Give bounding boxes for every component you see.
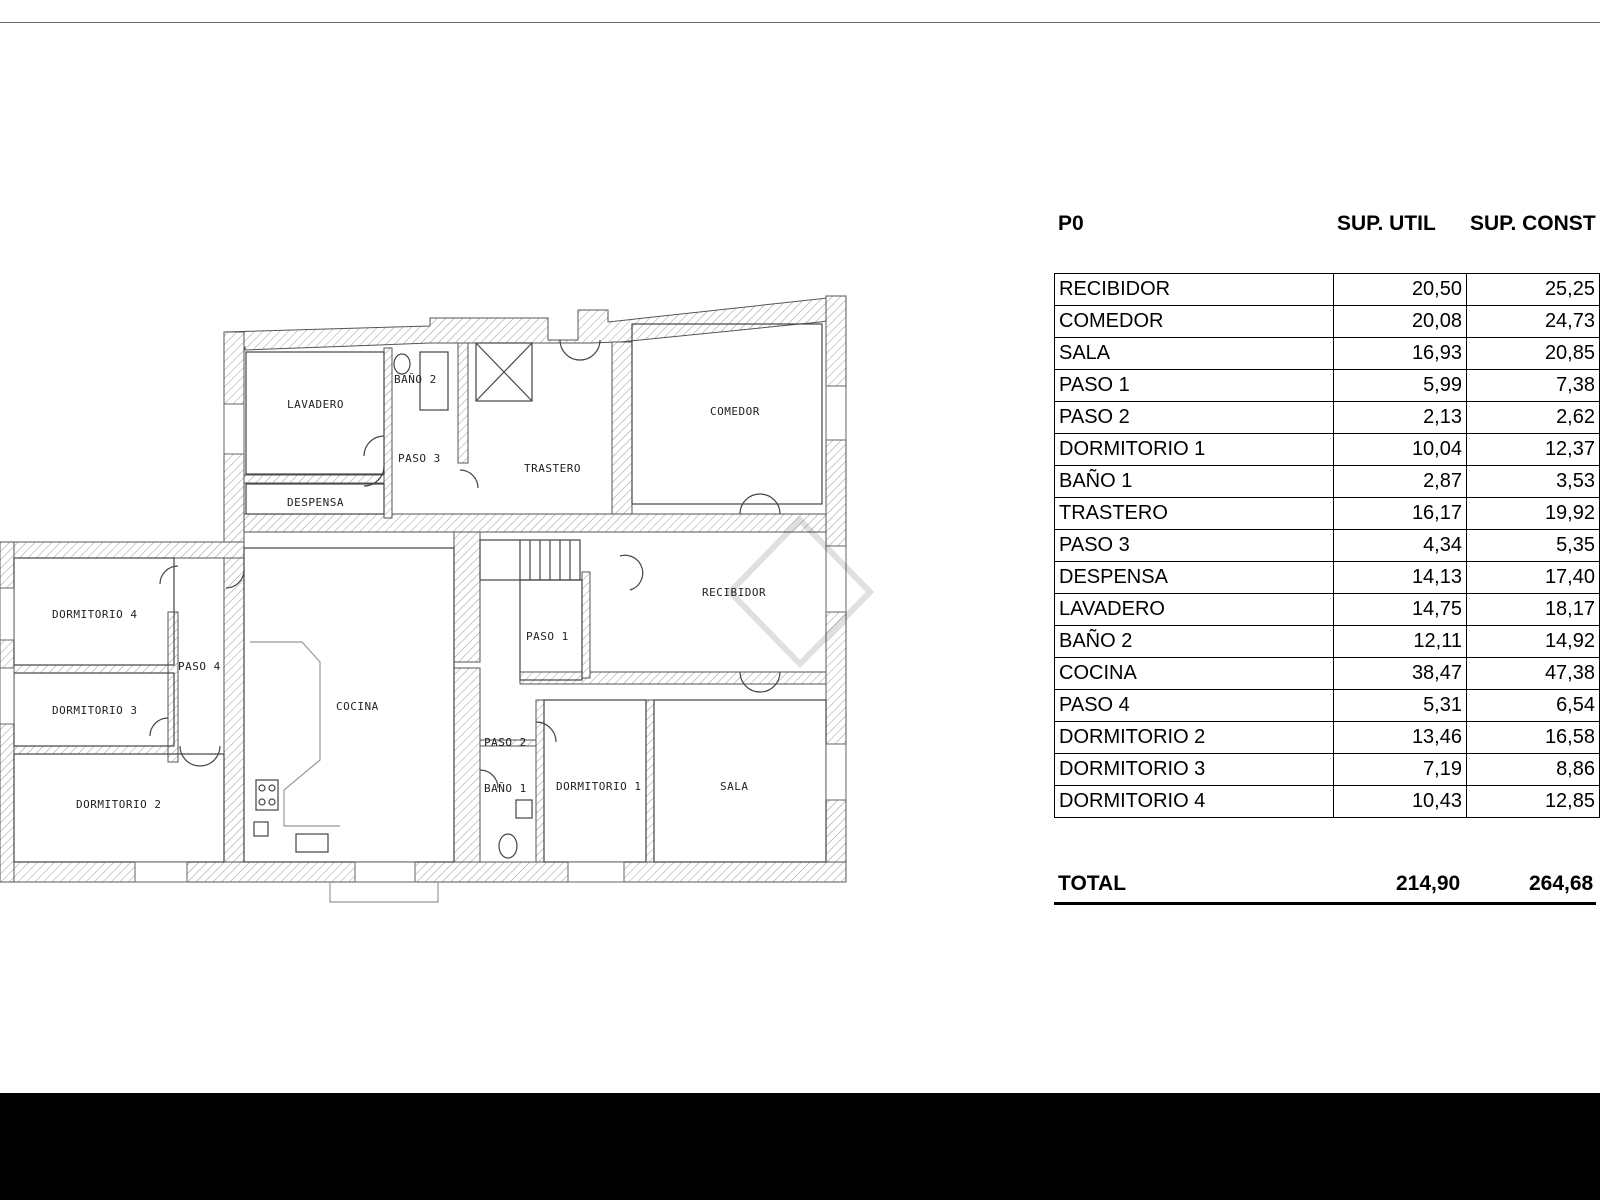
table-row [1055,306,1600,338]
wall-upper-corridor [244,514,826,532]
sup-util-cell: 5,31 [1334,690,1467,722]
bano1-wc [499,834,517,858]
room-name-cell: PASO 2 [1055,402,1334,434]
sup-util-cell: 38,47 [1334,658,1467,690]
room-name-cell: BAÑO 1 [1055,466,1334,498]
sup-const-cell: 2,62 [1467,402,1600,434]
table-row [1055,754,1600,786]
room-name-cell: DORMITORIO 4 [1055,786,1334,818]
sup-const-cell: 14,92 [1467,626,1600,658]
label-dormitorio1: DORMITORIO 1 [556,780,642,793]
table-row [1055,658,1600,690]
sup-const-cell: 5,35 [1467,530,1600,562]
sup-util-cell: 12,11 [1334,626,1467,658]
sup-util-cell: 20,50 [1334,274,1467,306]
table-row [1055,402,1600,434]
wall-cocina-right [454,532,480,662]
sup-const-cell: 17,40 [1467,562,1600,594]
total-const: 264,68 [1529,872,1594,895]
total-row [1054,872,1596,905]
sup-util-cell: 2,13 [1334,402,1467,434]
wall-dorm1-left [536,700,544,862]
sup-util-cell: 20,08 [1334,306,1467,338]
sup-const-cell: 8,86 [1467,754,1600,786]
table-row [1055,434,1600,466]
table-row [1055,466,1600,498]
wall-south-main [0,862,846,882]
sup-util-cell: 14,75 [1334,594,1467,626]
sup-const-cell: 3,53 [1467,466,1600,498]
door-arc [150,718,168,736]
label-despensa: DESPENSA [287,496,344,509]
wall-paso1-right [582,572,590,678]
sup-const-cell: 24,73 [1467,306,1600,338]
room-labels [52,373,766,811]
sup-const-cell: 47,38 [1467,658,1600,690]
room-name-cell: BAÑO 2 [1055,626,1334,658]
wall-paso4-right [224,558,244,862]
label-paso3: PASO 3 [398,452,441,465]
wall-dorm1-sala [646,700,654,862]
kitchen-sink [296,834,328,852]
room-name-cell: PASO 3 [1055,530,1334,562]
table-row [1055,562,1600,594]
room-name-cell: DORMITORIO 3 [1055,754,1334,786]
room-name-cell: COMEDOR [1055,306,1334,338]
appliance [254,822,268,836]
sup-util-cell: 5,99 [1334,370,1467,402]
total-util: 214,90 [1396,872,1461,895]
sup-const-cell: 12,37 [1467,434,1600,466]
wall-cocina-right-lower [454,668,480,862]
floor-label: P0 [1058,212,1084,235]
room-name-cell: DESPENSA [1055,562,1334,594]
table-row [1055,722,1600,754]
col-header-util: SUP. UTIL [1337,212,1436,235]
label-trastero: TRASTERO [524,462,581,475]
label-dormitorio3: DORMITORIO 3 [52,704,138,717]
wall-dorm3-dorm2 [14,746,174,754]
table-row [1055,338,1600,370]
label-comedor: COMEDOR [710,405,760,418]
col-header-const: SUP. CONST [1470,212,1596,235]
room-name-cell: PASO 4 [1055,690,1334,722]
room-name-cell: DORMITORIO 2 [1055,722,1334,754]
sup-util-cell: 10,04 [1334,434,1467,466]
room-name-cell: LAVADERO [1055,594,1334,626]
sup-const-cell: 19,92 [1467,498,1600,530]
door-arc [620,555,643,590]
wall-paso4-left [168,612,178,762]
door-arc [364,436,384,456]
table-row [1055,530,1600,562]
label-recibidor: RECIBIDOR [702,586,767,599]
sup-const-cell: 12,85 [1467,786,1600,818]
wall-north-upper [224,296,846,350]
label-lavadero: LAVADERO [287,398,344,411]
sup-util-cell: 14,13 [1334,562,1467,594]
wall-trastero-left [458,343,468,463]
hob [256,780,278,810]
sup-util-cell: 10,43 [1334,786,1467,818]
sup-util-cell: 16,93 [1334,338,1467,370]
label-bano1: BAÑO 1 [484,782,527,795]
sup-const-cell: 6,54 [1467,690,1600,722]
sup-const-cell: 25,25 [1467,274,1600,306]
bano2-wc [394,354,410,374]
kitchen-counter [250,642,340,826]
table-row [1055,626,1600,658]
sup-util-cell: 4,34 [1334,530,1467,562]
wall-north-left [0,542,244,558]
wall-dorm4-dorm3 [14,665,174,673]
label-dormitorio4: DORMITORIO 4 [52,608,138,621]
table-row [1055,498,1600,530]
door-arc [160,566,178,584]
label-bano2: BAÑO 2 [394,373,437,386]
bano1-sink [516,800,532,818]
table-row [1055,786,1600,818]
sup-util-cell: 2,87 [1334,466,1467,498]
sup-util-cell: 7,19 [1334,754,1467,786]
room-name-cell: PASO 1 [1055,370,1334,402]
balcony [330,882,438,902]
bottom-black-bar [0,1093,1600,1200]
sup-const-cell: 16,58 [1467,722,1600,754]
label-paso4: PASO 4 [178,660,221,673]
room-name-cell: RECIBIDOR [1055,274,1334,306]
door-arc [180,746,200,766]
door-arc [200,746,220,766]
sup-const-cell: 20,85 [1467,338,1600,370]
label-sala: SALA [720,780,749,793]
table-row [1055,594,1600,626]
room-name-cell: DORMITORIO 1 [1055,434,1334,466]
table-row [1055,274,1600,306]
sup-const-cell: 18,17 [1467,594,1600,626]
sup-util-cell: 16,17 [1334,498,1467,530]
wall-comedor-left [612,342,632,514]
room-lavadero [246,352,384,474]
sup-const-cell: 7,38 [1467,370,1600,402]
room-name-cell: TRASTERO [1055,498,1334,530]
wall-lav-right [384,348,392,518]
wall-under-lavadero [244,475,384,483]
label-dormitorio2: DORMITORIO 2 [76,798,162,811]
label-paso2: PASO 2 [484,736,527,749]
sup-util-cell: 13,46 [1334,722,1467,754]
table-row [1055,690,1600,722]
room-name-cell: SALA [1055,338,1334,370]
label-paso1: PASO 1 [526,630,569,643]
room-name-cell: COCINA [1055,658,1334,690]
door-arc [460,470,478,488]
table-row [1055,370,1600,402]
area-table [1054,273,1600,818]
label-cocina: COCINA [336,700,379,713]
total-label: TOTAL [1058,872,1127,895]
floor-plan [0,0,1000,920]
